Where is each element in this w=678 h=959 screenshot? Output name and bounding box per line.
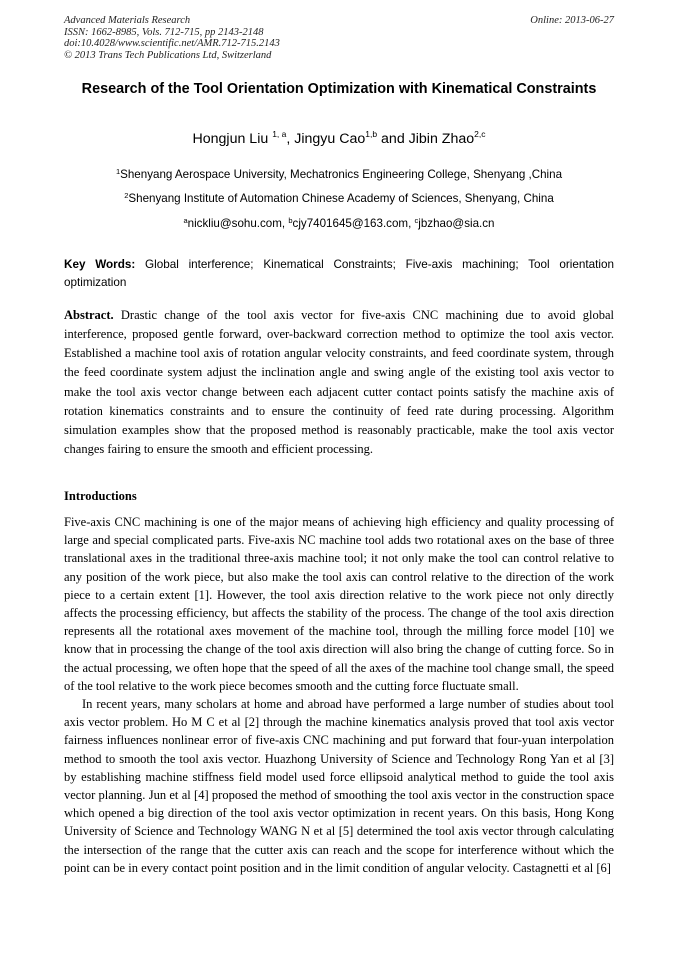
affiliation-text: Shenyang Institute of Automation Chinese Academy of Sciences, Shenyang, China [128, 192, 554, 205]
author-name: Jibin Zhao [408, 131, 475, 147]
copyright-line: © 2013 Trans Tech Publications Ltd, Switzerland [64, 49, 272, 61]
journal-name: Advanced Materials Research [64, 15, 191, 26]
author-name: Hongjun Liu [192, 131, 269, 147]
abstract-block [64, 306, 614, 459]
keywords-block [64, 256, 614, 292]
journal-header [64, 15, 280, 61]
email-link[interactable]: nickliu@sohu.com, [187, 217, 289, 230]
introduction-body [64, 513, 614, 877]
email-link[interactable]: jbzhao@sia.cn [418, 217, 495, 230]
online-date: Online: 2013-06-27 [530, 15, 614, 26]
email-mark: b [288, 216, 293, 225]
body-paragraph: Five-axis CNC machining is one of the major means of achieving high efficiency and quality processing of large and special complicated parts. Five-axis NC machine tool adds two rotational axes on the base of three translational axes in the traditional three-axis machine tool; it not only make the tool can control relative to any position of the work piece, but also make the tool axis can control relative to the direction of the work piece to a certain extent [1]. However, the tool axis direction relative to the work piece not only directly affects the processing efficiency, but affects the stability of the process. The change of the tool axis direction represents all the rotational axes movement of the machine tool, through the milling force model [10] we know that in processing the change of the tool axis direction will also bring the change of cutting force. So in the actual processing, we often hope that the speed of all the axes of the machine tool change small, the speed of the tool relative to the work piece becomes smooth and the cutting force fluctuate small. [64, 515, 614, 693]
keywords-label: Key Words: [64, 258, 136, 271]
abstract-text: Drastic change of the tool axis vector for five-axis CNC machining due to avoid global interference, proposed gentle forward, over-backward correction method to optimize the tool axis vector. Established a machine tool axis of rotation angular velocity constraints, and feed coordinate system, through the feed coordinate system adjust the inclination angle and swing angle of the existing tool axis vector to make the tool axis vector change between each adjacent cutter contact points satisfy the machine axis of rotation kinematics constraints and to ensure the continuity of feed rate during processing. Algorithm simulation examples show that the proposed method is reasonably practicable, make the tool axis vector changes fairing to ensure the smooth and efficient processing. [64, 308, 615, 457]
author-list [64, 130, 614, 148]
email-mark: c [414, 216, 419, 225]
body-paragraph: In recent years, many scholars at home and abroad have performed a large number of studies about tool axis vector problem. Ho M C et al [2] through the machine kinematics analysis proved that tool axis vector fairness influences nonlinear error of five-axis CNC machining and put forward that four-yuan interpolation method to smooth the tool axis vector. Huazhong University of Science and Technology Rong Yan et al [3] by establishing machine stiffness field model used force ellipsoid analytical method to guide the tool axis vector planning. Jun et al [4] proposed the method of smoothing the tool axis vector in the construction space which opened a big direction of the tool axis vector optimization in recent years. On this basis, Hong Kong University of Science and Technology WANG N et al [5] determined the tool axis vector through calculating the intersection of the range that the cutter axis can reach and the scope for interference without which the point can be in every contact point position and in the limit condition of angular velocity. Castagnetti et al [6] [64, 697, 614, 875]
email-mark: a [183, 216, 188, 225]
author-separator: , [286, 131, 295, 147]
author-affiliation-mark: 1,b [365, 129, 378, 139]
affiliation-2 [64, 192, 614, 206]
author-name: Jingyu Cao [294, 131, 366, 147]
affiliation-mark: 1 [115, 167, 121, 176]
author-affiliation-mark: 2,c [474, 129, 486, 139]
affiliation-text: Shenyang Aerospace University, Mechatronics Engineering College, Shenyang ,China [120, 168, 563, 181]
author-separator: and [377, 131, 409, 147]
section-heading: Introductions [64, 489, 137, 503]
email-link[interactable]: cjy7401645@163.com, [292, 217, 415, 230]
affiliation-mark: 2 [124, 191, 129, 200]
affiliation-1 [64, 168, 614, 182]
abstract-label: Abstract. [64, 308, 114, 322]
keywords-text: Global interference; Kinematical Constraints; Five-axis machining; Tool orientation optimization [64, 258, 614, 289]
author-emails [64, 217, 614, 231]
author-affiliation-mark: 1, a [272, 129, 287, 139]
issn-line: ISSN: 1662-8985, Vols. 712-715, pp 2143-2148 [64, 26, 264, 38]
doi-line: doi:10.4028/www.scientific.net/AMR.712-715.2143 [64, 38, 280, 50]
paper-title: Research of the Tool Orientation Optimization with Kinematical Constraints [81, 81, 597, 97]
